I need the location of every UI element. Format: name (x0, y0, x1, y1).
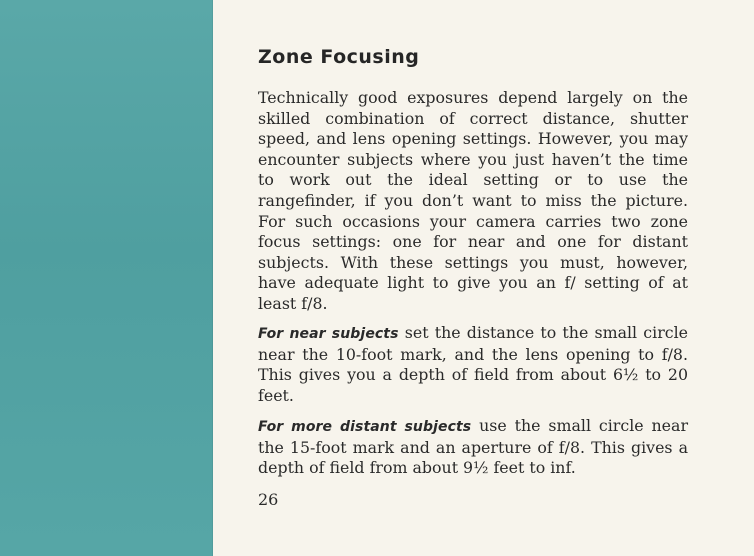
page-number: 26 (258, 490, 279, 509)
near-subjects-paragraph (258, 323, 688, 406)
teal-margin-band (0, 0, 213, 556)
distant-subjects-paragraph (258, 416, 688, 479)
section-heading: Zone Focusing (258, 46, 420, 68)
near-subjects-lead-in: For near subjects (258, 326, 399, 342)
intro-paragraph: Technically good exposures depend largely on the skilled combination of correct distance, shutter speed, and lens opening settings. However, you may encounter subjects where you just haven’t the time to work out the ideal setting or to use the rangefinder, if you don’t want to miss the picture. For such occasions your camera carries two zone focus settings: one for near and one for distant subjects. With these settings you must, however, have adequate light to give you an f/ setting of at least f/8. (258, 88, 688, 313)
near-subjects-text: set the distance to the small circle near the 10-foot mark, and the lens opening to f/8. This gives you a depth of field from about 6½ to 20 feet. (258, 323, 688, 405)
distant-subjects-lead-in: For more distant subjects (258, 419, 472, 435)
distant-subjects-text: use the small circle near the 15-foot mark and an aperture of f/8. This gives a depth of field from about 9½ feet to inf. (258, 416, 688, 478)
manual-page (213, 0, 754, 556)
